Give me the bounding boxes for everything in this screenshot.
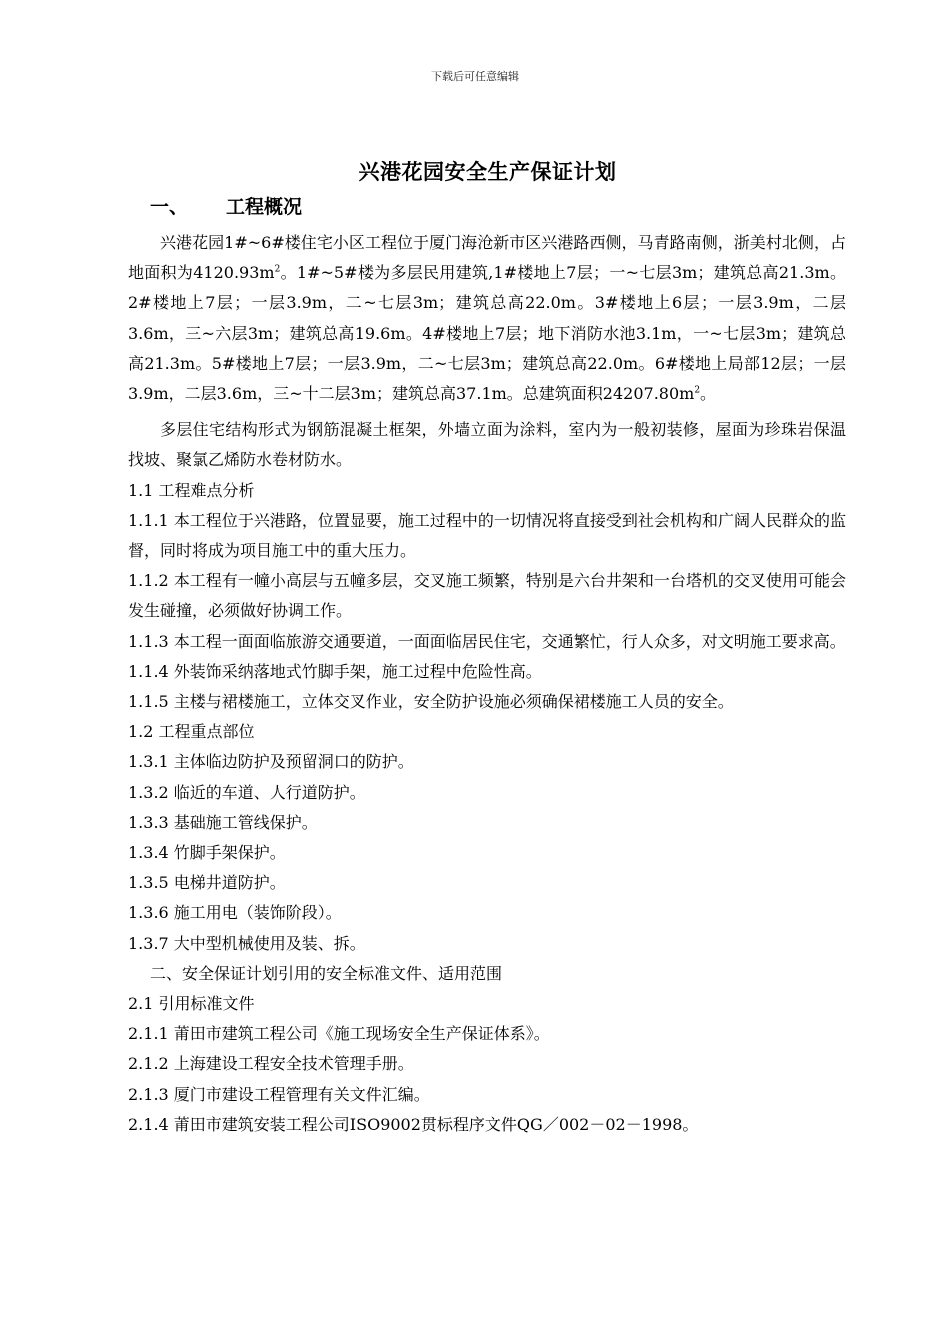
structure-paragraph: 多层住宅结构形式为钢筋混凝土框架，外墙立面为涂料，室内为一般初装修，屋面为珍珠岩保温找坡、聚氯乙烯防水卷材防水。 — [128, 420, 846, 470]
list-item: 1.1.4 外装饰采纳落地式竹脚手架，施工过程中危险性高。 — [128, 661, 542, 681]
list-item: 2.1.4 莆田市建筑安装工程公司ISO9002贯标程序文件QG／002－02－1998。 — [128, 1114, 699, 1134]
document-title: 兴港花园安全生产保证计划 — [358, 160, 617, 184]
section-number: 二、 — [150, 963, 183, 983]
superscript: 2 — [274, 264, 281, 275]
section-title: 安全保证计划引用的安全标准文件、适用范围 — [182, 963, 503, 983]
section-number: 一、 — [150, 196, 189, 218]
list-item: 1.1.2 本工程有一幢小高层与五幢多层，交叉施工频繁，特别是六台井架和一台塔机的交叉使用可能会发生碰撞，必须做好协调工作。 — [128, 571, 846, 621]
overview-text-b: 。1#~5#楼为多层民用建筑,1#楼地上7层；一~七层3m；建筑总高21.3m。2#楼地上7层；一层3.9m，二~七层3m；建筑总高22.0m。3#楼地上6层；一层3.9m，二层3.6m，三~六层3m；建筑总高19.6m。4#楼地上7层；地下消防水池3.1m，一~七层3m；建筑总高21.3m。5#楼地上7层；一层3.9m，二~七层3m；建筑总高22.0m。6#楼地上局部12层；一层3.9m，二层3.6m，三~十二层3m；建筑总高37.1m。总建筑面积24207.80m — [128, 263, 846, 404]
header-note: 下载后可任意编辑 — [431, 70, 519, 83]
subsection-heading: 1.1 工程难点分析 — [128, 480, 255, 500]
list-item: 2.1.1 莆田市建筑工程公司《施工现场安全生产保证体系》。 — [128, 1024, 550, 1044]
subsection-heading: 1.2 工程重点部位 — [128, 722, 255, 742]
list-item: 1.3.1 主体临边防护及预留洞口的防护。 — [128, 752, 414, 772]
list-item: 1.1.3 本工程一面面临旅游交通要道，一面面临居民住宅，交通繁忙，行人众多，对文明施工要求高。 — [128, 631, 846, 651]
section-title: 工程概况 — [226, 196, 303, 218]
section-heading-1 — [150, 192, 302, 219]
overview-text-a: 兴港花园1#~6#楼住宅小区工程位于厦门海沧新市区兴港路西侧，马青路南侧，浙美村北侧，占地面积为4120.93m — [128, 233, 846, 283]
list-item: 1.3.7 大中型机械使用及装、拆。 — [128, 933, 366, 953]
section-heading-2 — [128, 959, 846, 989]
list-item: 1.1.1 本工程位于兴港路，位置显要，施工过程中的一切情况将直接受到社会机构和广阔人民群众的监督，同时将成为项目施工中的重大压力。 — [128, 510, 846, 561]
list-item: 1.3.3 基础施工管线保护。 — [128, 812, 318, 832]
list-item: 1.3.4 竹脚手架保护。 — [128, 843, 286, 863]
subsection-heading: 2.1 引用标准文件 — [128, 994, 255, 1014]
list-item: 2.1.2 上海建设工程安全技术管理手册。 — [128, 1054, 414, 1074]
superscript: 2 — [694, 385, 701, 396]
list-item: 1.1.5 主楼与裙楼施工，立体交叉作业，安全防护设施必须确保裙楼施工人员的安全。 — [128, 692, 734, 712]
list-item: 1.3.2 临近的车道、人行道防护。 — [128, 782, 366, 802]
document-body — [128, 228, 846, 1140]
list-item: 2.1.3 厦门市建设工程管理有关文件汇编。 — [128, 1084, 430, 1104]
list-item: 1.3.6 施工用电（装饰阶段）。 — [128, 903, 342, 923]
list-item: 1.3.5 电梯井道防护。 — [128, 873, 286, 893]
overview-text-c: 。 — [700, 384, 717, 404]
overview-paragraph — [128, 228, 846, 409]
